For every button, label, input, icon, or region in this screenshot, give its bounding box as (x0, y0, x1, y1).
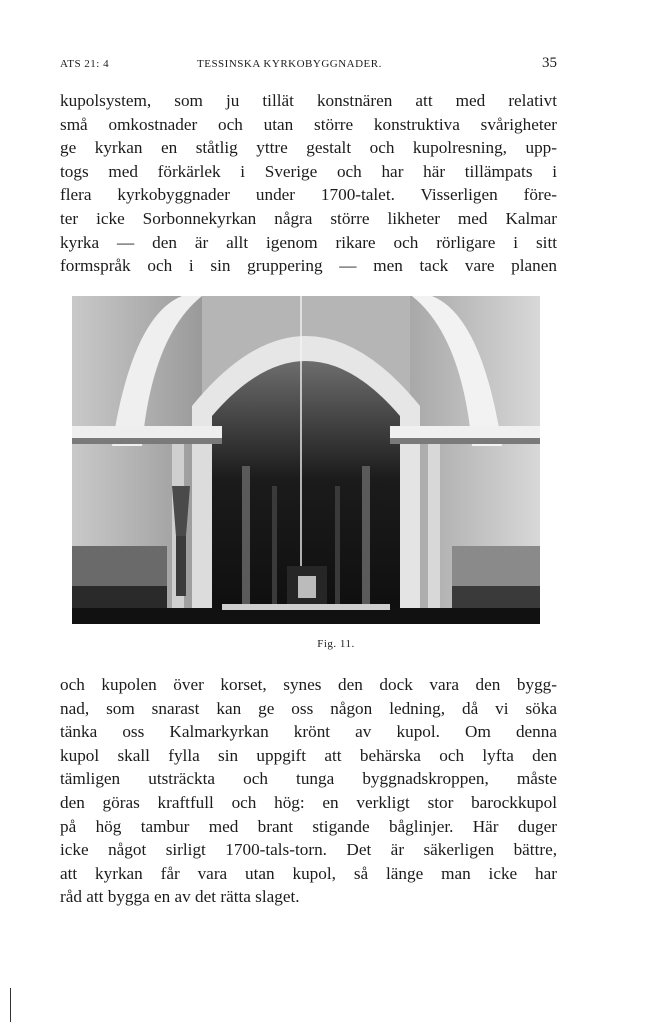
paragraph-bottom (60, 673, 557, 909)
church-interior-photo (72, 296, 540, 624)
text-line: och kupolen över korset, synes den dock vara den bygg- (60, 675, 557, 694)
paragraph-top (60, 89, 557, 278)
running-title: TESSINSKA KYRKOBYGGNADER. (197, 58, 382, 70)
text-line: råd att bygga en av det rätta slaget. (60, 887, 300, 907)
journal-reference: ATS 21: 4 (60, 58, 110, 70)
text-line: den göras kraftfull och hög: en verkligt stor barockkupol (60, 792, 557, 812)
text-line: ter icke Sorbonnekyrkan några större likheter med Kalmar (60, 208, 557, 228)
running-header (60, 55, 557, 74)
text-line: icke något sirligt 1700-tals-torn. Det är säkerligen bättre, (60, 840, 557, 860)
text-line: kupolsystem, som ju tillät konstnären att med relativt (60, 91, 557, 110)
text-line: formspråk och i sin gruppering — men tack vare planen (60, 256, 557, 276)
margin-mark (10, 988, 11, 1022)
text-line: tämligen utsträckta och tunga byggnadskroppen, måste (60, 769, 557, 789)
text-line: att kyrkan får vara utan kupol, så länge man icke har (60, 863, 557, 883)
text-line: små omkostnader och utan större konstruktiva svårigheter (60, 114, 557, 134)
page-number: 35 (542, 55, 557, 71)
text-line: flera kyrkobyggnader under 1700-talet. Visserligen före- (60, 185, 557, 205)
text-line: tänka oss Kalmarkyrkan krönt av kupol. Om denna (60, 722, 557, 742)
text-line: nad, som snarast kan ge oss någon ledning, då vi söka (60, 698, 557, 718)
text-line: på hög tambur med brant stigande båglinjer. Här duger (60, 816, 557, 836)
text-line: togs med förkärlek i Sverige och har här tillämpats i (60, 161, 557, 181)
text-line: ge kyrkan en ståtlig yttre gestalt och kupolresning, upp- (60, 138, 557, 158)
text-line: kupol skall fylla sin uppgift att behärska och lyfta den (60, 745, 557, 765)
figure-caption: Fig. 11. (317, 638, 355, 650)
text-line: kyrka — den är allt igenom rikare och rörligare i sitt (60, 232, 557, 252)
